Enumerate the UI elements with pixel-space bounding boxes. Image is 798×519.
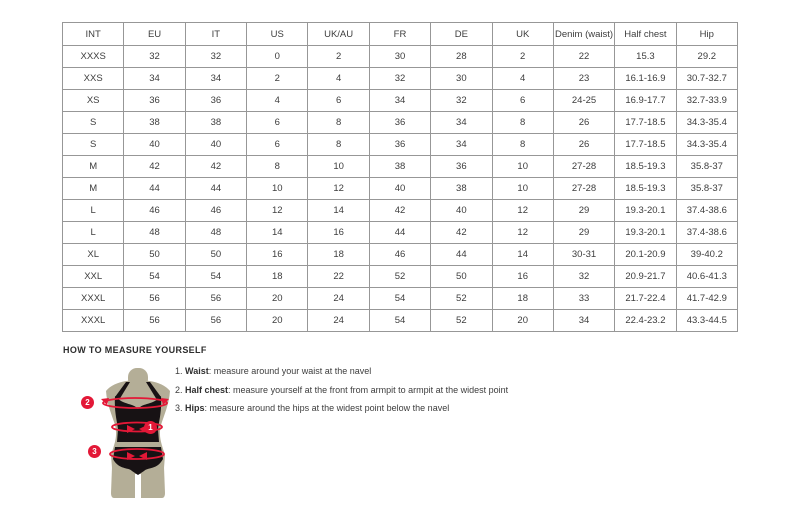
size-cell: 17.7-18.5 — [615, 134, 676, 156]
size-cell: 12 — [492, 222, 553, 244]
size-cell: 22 — [553, 46, 614, 68]
size-cell: 52 — [431, 288, 492, 310]
size-cell: 36 — [124, 90, 185, 112]
step-term: Waist — [185, 366, 209, 376]
table-row — [63, 134, 738, 156]
size-cell: 56 — [185, 310, 246, 332]
column-header: EU — [124, 23, 185, 46]
size-cell: 52 — [369, 266, 430, 288]
table-row — [63, 244, 738, 266]
size-cell: 46 — [185, 200, 246, 222]
size-cell: 38 — [431, 178, 492, 200]
size-cell: 40 — [431, 200, 492, 222]
size-cell: 8 — [492, 134, 553, 156]
size-cell: 35.8-37 — [676, 156, 737, 178]
size-cell: 16.9-17.7 — [615, 90, 676, 112]
size-cell: 41.7-42.9 — [676, 288, 737, 310]
step-number: 3. — [175, 403, 183, 413]
column-header: INT — [63, 23, 124, 46]
column-header: IT — [185, 23, 246, 46]
size-cell: 27-28 — [553, 178, 614, 200]
table-row — [63, 68, 738, 90]
measure-step-half-chest — [175, 385, 508, 395]
size-cell: 18 — [308, 244, 369, 266]
size-cell: XS — [63, 90, 124, 112]
size-cell: 10 — [492, 156, 553, 178]
size-cell: 32.7-33.9 — [676, 90, 737, 112]
size-cell: 40 — [369, 178, 430, 200]
size-cell: L — [63, 200, 124, 222]
size-cell: 36 — [369, 112, 430, 134]
size-cell: 28 — [431, 46, 492, 68]
size-cell: 42 — [124, 156, 185, 178]
step-number: 1. — [175, 366, 183, 376]
table-row — [63, 310, 738, 332]
size-cell: 54 — [185, 266, 246, 288]
size-cell: 8 — [247, 156, 308, 178]
size-cell: 6 — [308, 90, 369, 112]
size-cell: 42 — [431, 222, 492, 244]
size-cell: 32 — [431, 90, 492, 112]
mannequin-right-thigh — [141, 467, 165, 498]
size-cell: 50 — [185, 244, 246, 266]
measure-step-waist — [175, 366, 508, 376]
size-cell: 16 — [247, 244, 308, 266]
size-cell: L — [63, 222, 124, 244]
size-cell: 48 — [185, 222, 246, 244]
size-cell: 46 — [369, 244, 430, 266]
size-cell: 14 — [492, 244, 553, 266]
size-cell: 56 — [124, 288, 185, 310]
size-cell: 6 — [247, 112, 308, 134]
size-chart-header — [63, 23, 738, 46]
size-cell: 4 — [492, 68, 553, 90]
size-cell: 40.6-41.3 — [676, 266, 737, 288]
size-cell: 18 — [247, 266, 308, 288]
column-header: Hip — [676, 23, 737, 46]
step-term: Hips — [185, 403, 205, 413]
size-cell: 15.3 — [615, 46, 676, 68]
step-text: : measure yourself at the front from armpit to armpit at the widest point — [228, 384, 509, 395]
size-cell: 56 — [124, 310, 185, 332]
size-cell: 56 — [185, 288, 246, 310]
size-cell: 29.2 — [676, 46, 737, 68]
size-cell: 0 — [247, 46, 308, 68]
column-header: UK/AU — [308, 23, 369, 46]
size-cell: 32 — [185, 46, 246, 68]
column-header: FR — [369, 23, 430, 46]
size-cell: 20 — [247, 288, 308, 310]
size-cell: 38 — [124, 112, 185, 134]
size-cell: 20 — [492, 310, 553, 332]
size-cell: 8 — [308, 134, 369, 156]
measure-section-title: HOW TO MEASURE YOURSELF — [63, 345, 207, 355]
size-cell: 24 — [308, 310, 369, 332]
size-cell: 39-40.2 — [676, 244, 737, 266]
table-row — [63, 46, 738, 68]
size-cell: 4 — [247, 90, 308, 112]
size-cell: 48 — [124, 222, 185, 244]
step-term: Half chest — [185, 384, 229, 395]
size-cell: 34 — [553, 310, 614, 332]
table-row — [63, 178, 738, 200]
size-cell: 10 — [492, 178, 553, 200]
size-cell: 19.3-20.1 — [615, 200, 676, 222]
marker-hips: 3 — [88, 445, 101, 458]
size-cell: 4 — [308, 68, 369, 90]
size-cell: 54 — [369, 310, 430, 332]
size-cell: 37.4-38.6 — [676, 222, 737, 244]
table-row — [63, 222, 738, 244]
column-header: Half chest — [615, 23, 676, 46]
size-cell: 8 — [492, 112, 553, 134]
size-cell: 14 — [247, 222, 308, 244]
size-cell: 24-25 — [553, 90, 614, 112]
size-cell: 34 — [369, 90, 430, 112]
size-cell: 34 — [431, 112, 492, 134]
measure-step-hips — [175, 403, 508, 413]
size-cell: 8 — [308, 112, 369, 134]
size-cell: M — [63, 156, 124, 178]
size-chart-body — [63, 46, 738, 332]
column-header: UK — [492, 23, 553, 46]
size-cell: 20.9-21.7 — [615, 266, 676, 288]
size-cell: 34 — [124, 68, 185, 90]
size-cell: XL — [63, 244, 124, 266]
size-cell: 36 — [431, 156, 492, 178]
size-cell: XXS — [63, 68, 124, 90]
size-cell: XXXL — [63, 288, 124, 310]
size-cell: 35.8-37 — [676, 178, 737, 200]
size-cell: 40 — [124, 134, 185, 156]
size-cell: 36 — [185, 90, 246, 112]
size-cell: 6 — [492, 90, 553, 112]
size-cell: 26 — [553, 134, 614, 156]
marker-waist: 1 — [144, 421, 157, 434]
size-cell: XXL — [63, 266, 124, 288]
size-cell: 37.4-38.6 — [676, 200, 737, 222]
size-cell: 38 — [369, 156, 430, 178]
size-cell: 22.4-23.2 — [615, 310, 676, 332]
size-cell: S — [63, 134, 124, 156]
size-cell: 44 — [185, 178, 246, 200]
size-cell: 20.1-20.9 — [615, 244, 676, 266]
size-cell: 18.5-19.3 — [615, 156, 676, 178]
size-cell: 16 — [492, 266, 553, 288]
size-cell: 23 — [553, 68, 614, 90]
size-cell: 16 — [308, 222, 369, 244]
size-cell: 44 — [369, 222, 430, 244]
size-cell: 2 — [492, 46, 553, 68]
size-cell: S — [63, 112, 124, 134]
step-text: : measure around your waist at the navel — [208, 366, 372, 376]
size-cell: 6 — [247, 134, 308, 156]
size-cell: 44 — [431, 244, 492, 266]
size-cell: 34.3-35.4 — [676, 134, 737, 156]
table-row — [63, 156, 738, 178]
size-cell: 50 — [124, 244, 185, 266]
column-header: US — [247, 23, 308, 46]
size-cell: 38 — [185, 112, 246, 134]
size-cell: 54 — [369, 288, 430, 310]
size-cell: 54 — [124, 266, 185, 288]
size-cell: 46 — [124, 200, 185, 222]
size-cell: 32 — [553, 266, 614, 288]
size-cell: 21.7-22.4 — [615, 288, 676, 310]
size-cell: 17.7-18.5 — [615, 112, 676, 134]
table-row — [63, 200, 738, 222]
size-cell: 12 — [247, 200, 308, 222]
size-cell: 16.1-16.9 — [615, 68, 676, 90]
size-cell: 12 — [492, 200, 553, 222]
size-cell: 42 — [185, 156, 246, 178]
table-row — [63, 90, 738, 112]
size-cell: 30.7-32.7 — [676, 68, 737, 90]
size-cell: 2 — [308, 46, 369, 68]
table-row — [63, 266, 738, 288]
table-row — [63, 288, 738, 310]
size-cell: 52 — [431, 310, 492, 332]
size-cell: 32 — [369, 68, 430, 90]
size-cell: 40 — [185, 134, 246, 156]
measure-instructions — [175, 366, 508, 422]
size-cell: XXXS — [63, 46, 124, 68]
size-cell: 2 — [247, 68, 308, 90]
size-cell: 50 — [431, 266, 492, 288]
table-row — [63, 112, 738, 134]
size-cell: 34 — [185, 68, 246, 90]
size-cell: 34.3-35.4 — [676, 112, 737, 134]
size-cell: 18.5-19.3 — [615, 178, 676, 200]
column-header: DE — [431, 23, 492, 46]
size-cell: 29 — [553, 200, 614, 222]
size-cell: 36 — [369, 134, 430, 156]
size-cell: 10 — [308, 156, 369, 178]
size-cell: 44 — [124, 178, 185, 200]
size-cell: 24 — [308, 288, 369, 310]
size-chart-table — [62, 22, 738, 332]
size-cell: 29 — [553, 222, 614, 244]
size-cell: 26 — [553, 112, 614, 134]
step-text: : measure around the hips at the widest point below the navel — [204, 403, 450, 413]
size-cell: 42 — [369, 200, 430, 222]
size-cell: 33 — [553, 288, 614, 310]
size-cell: 12 — [308, 178, 369, 200]
column-header: Denim (waist) — [553, 23, 614, 46]
size-cell: 30 — [369, 46, 430, 68]
size-cell: 27-28 — [553, 156, 614, 178]
size-cell: 32 — [124, 46, 185, 68]
size-cell: 43.3-44.5 — [676, 310, 737, 332]
size-cell: XXXL — [63, 310, 124, 332]
size-cell: 30 — [431, 68, 492, 90]
size-cell: 18 — [492, 288, 553, 310]
size-cell: 10 — [247, 178, 308, 200]
size-cell: 30-31 — [553, 244, 614, 266]
size-cell: 34 — [431, 134, 492, 156]
marker-half-chest: 2 — [81, 396, 94, 409]
step-number: 2. — [175, 384, 183, 395]
size-cell: 14 — [308, 200, 369, 222]
size-cell: M — [63, 178, 124, 200]
size-cell: 22 — [308, 266, 369, 288]
size-cell: 19.3-20.1 — [615, 222, 676, 244]
size-cell: 20 — [247, 310, 308, 332]
mannequin-left-thigh — [111, 467, 135, 498]
